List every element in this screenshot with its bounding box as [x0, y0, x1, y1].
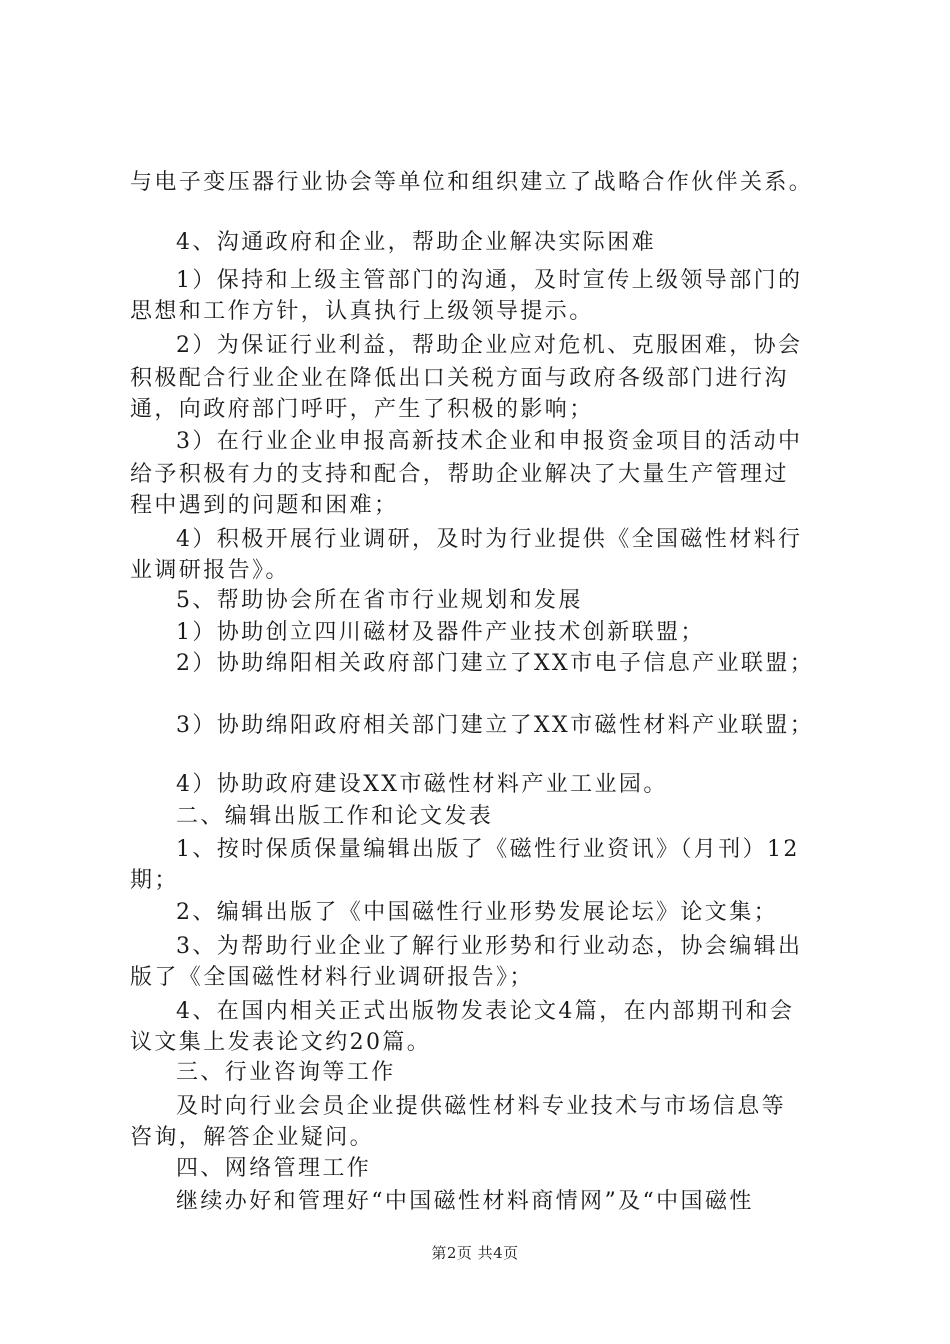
text-line: 程中遇到的问题和困难； — [130, 493, 399, 518]
text-line: 4）协助政府建设XX市磁性材料产业工业园。 — [176, 772, 668, 797]
text-line: 2、编辑出版了《中国磁性行业形势发展论坛》论文集； — [176, 900, 778, 925]
section-heading: 二、编辑出版工作和论文发表 — [176, 804, 494, 829]
text-line: 思想和工作方针，认真执行上级领导提示。 — [130, 299, 594, 324]
text-line: 3、为帮助行业企业了解行业形势和行业动态，协会编辑出 — [176, 934, 803, 959]
text-line: 4）积极开展行业调研，及时为行业提供《全国磁性材料行 — [176, 527, 803, 552]
text-line: 通，向政府部门呼吁，产生了积极的影响； — [130, 397, 594, 422]
text-line: 1）协助创立四川磁材及器件产业技术创新联盟； — [176, 620, 705, 645]
text-line: 咨询，解答企业疑问。 — [130, 1125, 375, 1150]
text-line: 2）协助绵阳相关政府部门建立了XX市电子信息产业联盟； — [176, 651, 815, 676]
text-line: 及时向行业会员企业提供磁性材料专业技术与市场信息等 — [176, 1094, 787, 1119]
text-line: 期； — [130, 868, 179, 893]
section-heading: 4、沟通政府和企业，帮助企业解决实际困难 — [176, 230, 656, 255]
text-line: 业调研报告》。 — [130, 558, 290, 583]
text-line: 积极配合行业企业在降低出口关税方面与政府各级部门进行沟 — [130, 366, 789, 391]
text-line: 1）保持和上级主管部门的沟通，及时宣传上级领导部门的 — [176, 268, 803, 293]
text-line: 3）在行业企业申报高新技术企业和申报资金项目的活动中 — [176, 429, 803, 454]
text-line: 与电子变压器行业协会等单位和组织建立了战略合作伙伴关系。 — [130, 170, 814, 195]
text-line: 继续办好和管理好“中国磁性材料商情网”及“中国磁性 — [176, 1189, 754, 1214]
text-line: 2）为保证行业利益，帮助企业应对危机、克服困难，协会 — [176, 333, 803, 358]
section-heading: 三、行业咨询等工作 — [176, 1060, 396, 1085]
text-line: 议文集上发表论文约20篇。 — [130, 1030, 432, 1055]
text-line: 4、在国内相关正式出版物发表论文4篇，在内部期刊和会 — [176, 999, 795, 1024]
section-heading: 四、网络管理工作 — [176, 1156, 372, 1181]
page-number-footer: 第2页 共4页 — [431, 1244, 519, 1262]
section-heading: 5、帮助协会所在省市行业规划和发展 — [176, 588, 583, 613]
text-line: 3）协助绵阳政府相关部门建立了XX市磁性材料产业联盟； — [176, 713, 815, 738]
text-line: 1、按时保质保量编辑出版了《磁性行业资讯》（月刊）12 — [176, 837, 800, 862]
text-line: 版了《全国磁性材料行业调研报告》； — [130, 965, 534, 990]
text-line: 给予积极有力的支持和配合，帮助企业解决了大量生产管理过 — [130, 462, 789, 487]
